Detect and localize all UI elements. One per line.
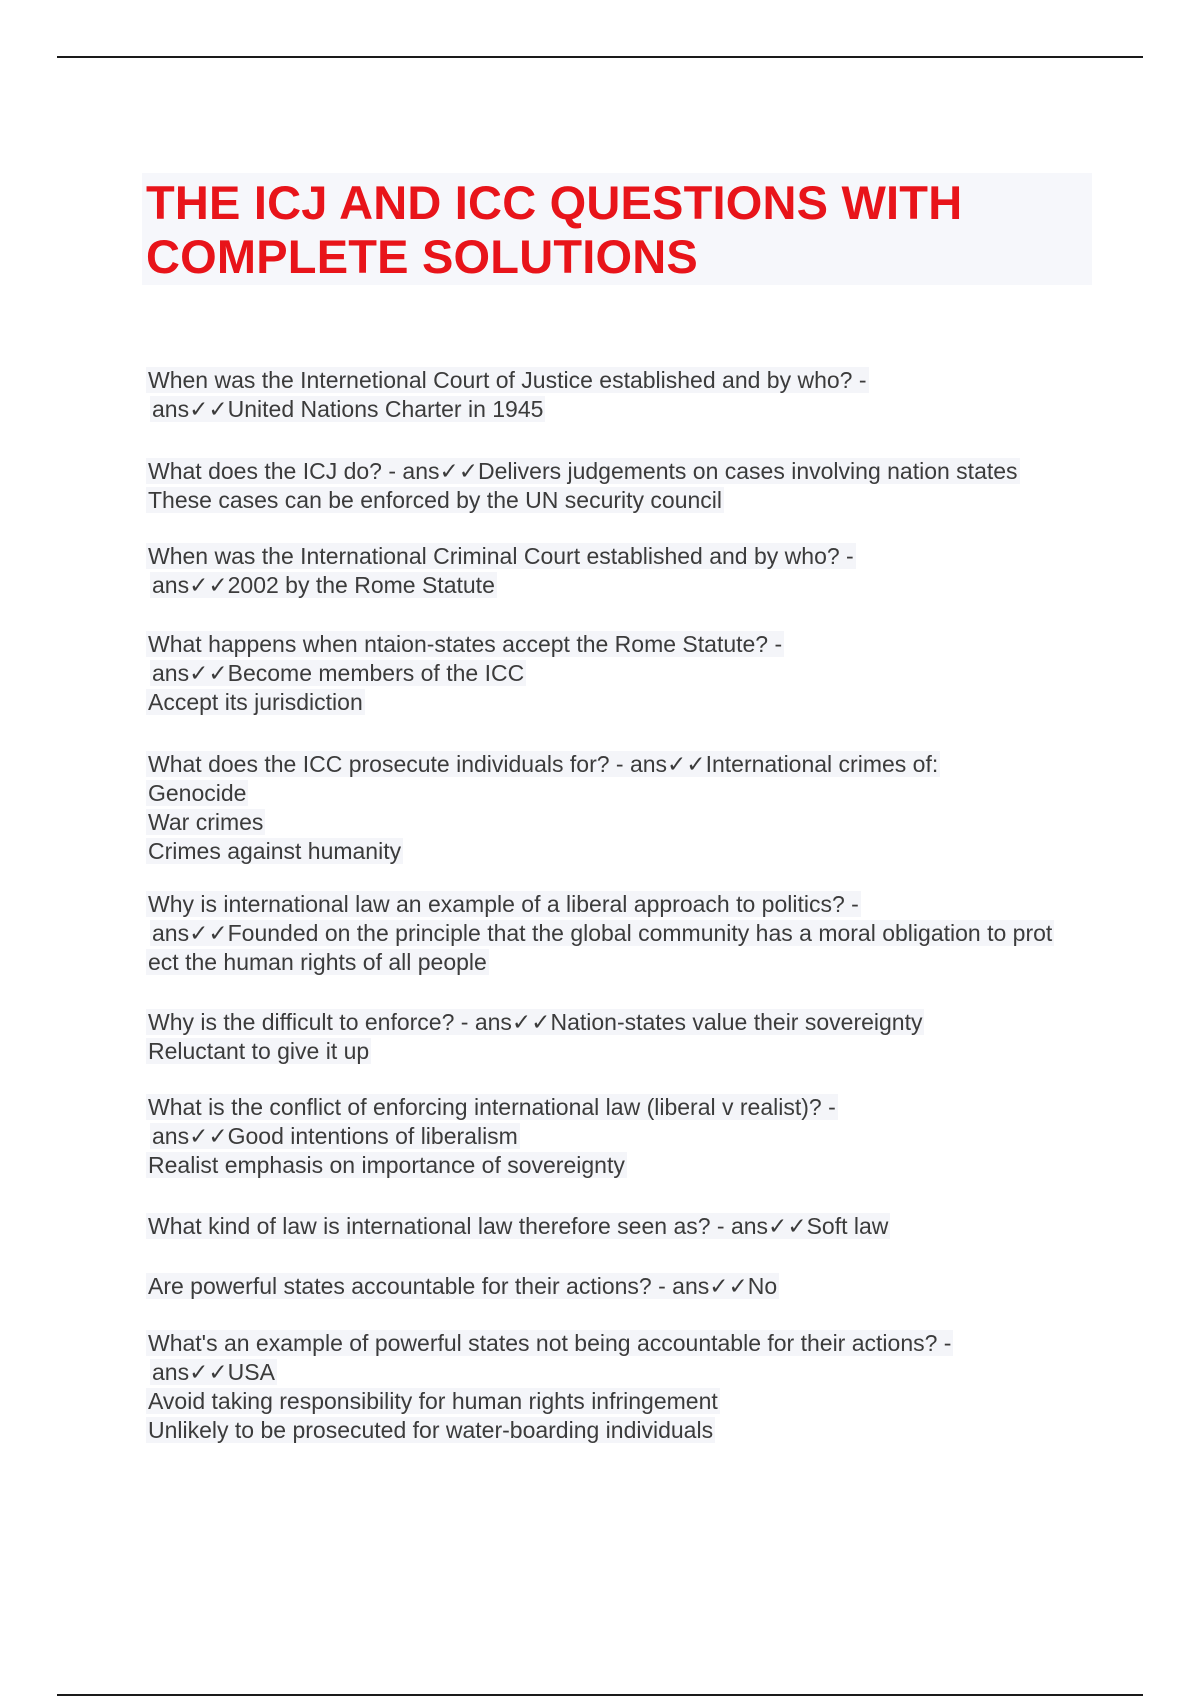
answer-text: War crimes xyxy=(148,809,264,835)
answer-text: ect the human rights of all people xyxy=(148,949,487,975)
answer-text: Reluctant to give it up xyxy=(148,1038,370,1064)
answer-text: Genocide xyxy=(148,780,247,806)
answer-text: ans✓✓Become members of the ICC xyxy=(152,660,525,686)
answer-text: These cases can be enforced by the UN security council xyxy=(148,487,723,513)
qa-item xyxy=(146,542,856,600)
answer-text: ans✓✓Good intentions of liberalism xyxy=(152,1123,518,1149)
question-text: What does the ICC prosecute individuals for? - ans✓✓International crimes of: xyxy=(148,751,939,777)
qa-item xyxy=(146,1272,779,1301)
question-text: Why is international law an example of a liberal approach to politics? - xyxy=(148,891,859,917)
answer-text: Realist emphasis on importance of sovereignty xyxy=(148,1152,625,1178)
qa-item xyxy=(146,1212,890,1241)
question-text: What's an example of powerful states not being accountable for their actions? - xyxy=(148,1330,952,1356)
qa-item xyxy=(146,750,940,866)
question-text: When was the Internetional Court of Justice established and by who? - xyxy=(148,367,867,393)
document-title xyxy=(146,176,1086,284)
qa-item xyxy=(146,630,784,717)
answer-text: Unlikely to be prosecuted for water-boarding individuals xyxy=(148,1417,714,1443)
question-text: What kind of law is international law therefore seen as? - ans✓✓Soft law xyxy=(148,1213,889,1239)
answer-text: ans✓✓Founded on the principle that the global community has a moral obligation to prot xyxy=(152,920,1053,946)
qa-item xyxy=(146,1093,838,1180)
qa-item xyxy=(146,1329,953,1445)
qa-item xyxy=(146,1008,924,1066)
top-rule xyxy=(57,56,1143,58)
answer-text: Accept its jurisdiction xyxy=(148,689,363,715)
question-text: Why is the difficult to enforce? - ans✓✓Nation-states value their sovereignty xyxy=(148,1009,923,1035)
answer-text: ans✓✓2002 by the Rome Statute xyxy=(152,572,495,598)
question-text: When was the International Criminal Court established and by who? - xyxy=(148,543,854,569)
bottom-rule xyxy=(57,1694,1143,1696)
answer-text: Avoid taking responsibility for human rights infringement xyxy=(148,1388,718,1414)
question-text: What is the conflict of enforcing international law (liberal v realist)? - xyxy=(148,1094,836,1120)
answer-text: ans✓✓United Nations Charter in 1945 xyxy=(152,396,544,422)
question-text: Are powerful states accountable for their actions? - ans✓✓No xyxy=(148,1273,778,1299)
qa-item xyxy=(146,457,1020,515)
title-line-2: COMPLETE SOLUTIONS xyxy=(146,230,698,283)
question-text: What happens when ntaion-states accept the Rome Statute? - xyxy=(148,631,783,657)
title-line-1: THE ICJ AND ICC QUESTIONS WITH xyxy=(146,176,963,229)
answer-text: Crimes against humanity xyxy=(148,838,402,864)
qa-item xyxy=(146,366,869,424)
answer-text: ans✓✓USA xyxy=(152,1359,275,1385)
qa-item xyxy=(146,890,1054,977)
question-text: What does the ICJ do? - ans✓✓Delivers judgements on cases involving nation states xyxy=(148,458,1018,484)
